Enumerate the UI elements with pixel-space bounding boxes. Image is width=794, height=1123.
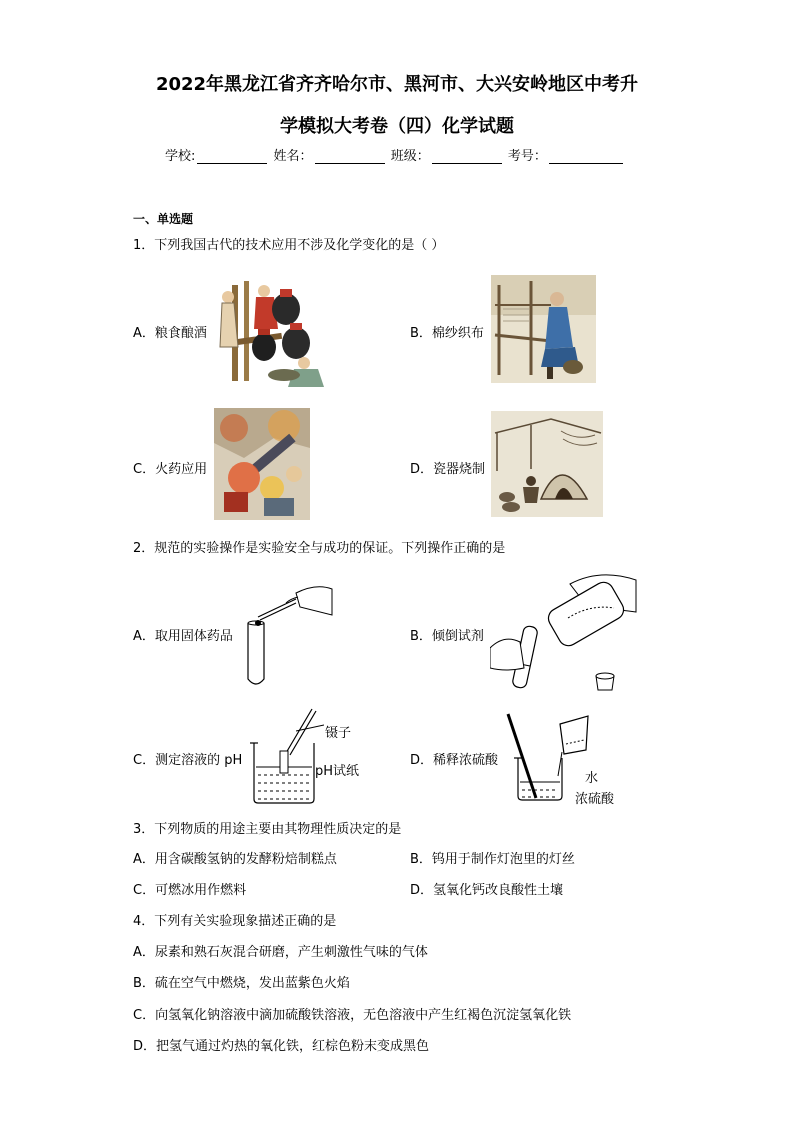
q2-option-b[interactable]: B．倾倒试剂 bbox=[410, 629, 484, 644]
class-label: 班级： bbox=[390, 149, 430, 164]
q3-option-c[interactable]: C．可燃冰用作燃料 bbox=[133, 883, 247, 898]
q4-option-c[interactable]: C．向氢氧化钠溶液中滴加硫酸铁溶液，无色溶液中产生红褐色沉淀氢氧化铁 bbox=[133, 1008, 572, 1023]
name-label: 姓名： bbox=[273, 149, 313, 164]
q1-stem: 1．下列我国古代的技术应用不涉及化学变化的是（ ） bbox=[133, 238, 445, 253]
exam-no-blank[interactable] bbox=[549, 149, 623, 164]
q2-tweezers-pointer bbox=[296, 722, 324, 732]
q3-stem: 3．下列物质的用途主要由其物理性质决定的是 bbox=[133, 822, 402, 837]
q2-c-ph-test-diagram bbox=[250, 705, 320, 805]
name-blank[interactable] bbox=[315, 149, 385, 164]
q4-option-b[interactable]: B．硫在空气中燃烧，发出蓝紫色火焰 bbox=[133, 976, 350, 991]
q2-option-a[interactable]: A．取用固体药品 bbox=[133, 629, 233, 644]
exam-no-label: 考号： bbox=[507, 149, 547, 164]
q2-stem: 2．规范的实验操作是实验安全与成功的保证。下列操作正确的是 bbox=[133, 541, 506, 556]
q3-option-b[interactable]: B．钨用于制作灯泡里的灯丝 bbox=[410, 852, 575, 867]
q1-d-porcelain-image bbox=[491, 411, 603, 517]
q1-option-b[interactable]: B．棉纱织布 bbox=[410, 326, 484, 341]
q2-option-d[interactable]: D．稀释浓硫酸 bbox=[410, 753, 499, 768]
q2-water-label: 水 bbox=[585, 771, 599, 786]
section-title: 一、单选题 bbox=[133, 212, 194, 226]
q4-stem: 4．下列有关实验现象描述正确的是 bbox=[133, 914, 337, 929]
q4-option-a[interactable]: A．尿素和熟石灰混合研磨，产生刺激性气味的气体 bbox=[133, 945, 428, 960]
q1-c-gunpowder-image bbox=[214, 408, 310, 520]
q2-a-solid-reagent-diagram bbox=[236, 575, 336, 690]
q2-b-pouring-reagent-diagram bbox=[490, 568, 640, 693]
q3-option-d[interactable]: D．氢氧化钙改良酸性土壤 bbox=[410, 883, 564, 898]
q2-ph-paper-label: pH试纸 bbox=[315, 764, 360, 779]
q2-acid-label: 浓硫酸 bbox=[575, 792, 615, 807]
exam-info-line bbox=[165, 145, 625, 164]
q3-option-a[interactable]: A．用含碳酸氢钠的发酵粉焙制糕点 bbox=[133, 852, 337, 867]
q1-b-weaving-image bbox=[491, 275, 596, 383]
school-label: 学校: bbox=[165, 149, 196, 164]
q1-a-wine-brewing-image bbox=[214, 277, 334, 387]
page-title-line2: 学模拟大考卷（四）化学试题 bbox=[280, 116, 514, 137]
q2-tweezers-label: 镊子 bbox=[325, 726, 352, 741]
page-title-line1: 2022年黑龙江省齐齐哈尔市、黑河市、大兴安岭地区中考升 bbox=[155, 74, 639, 95]
q4-option-d[interactable]: D．把氢气通过灼热的氧化铁，红棕色粉末变成黑色 bbox=[133, 1039, 430, 1054]
q1-option-c[interactable]: C．火药应用 bbox=[133, 462, 208, 477]
q1-option-a[interactable]: A．粮食酿酒 bbox=[133, 326, 207, 341]
q1-option-d[interactable]: D．瓷器烧制 bbox=[410, 462, 486, 477]
q2-option-c[interactable]: C．测定溶液的 pH bbox=[133, 753, 243, 768]
school-blank[interactable] bbox=[197, 149, 267, 164]
class-blank[interactable] bbox=[432, 149, 502, 164]
